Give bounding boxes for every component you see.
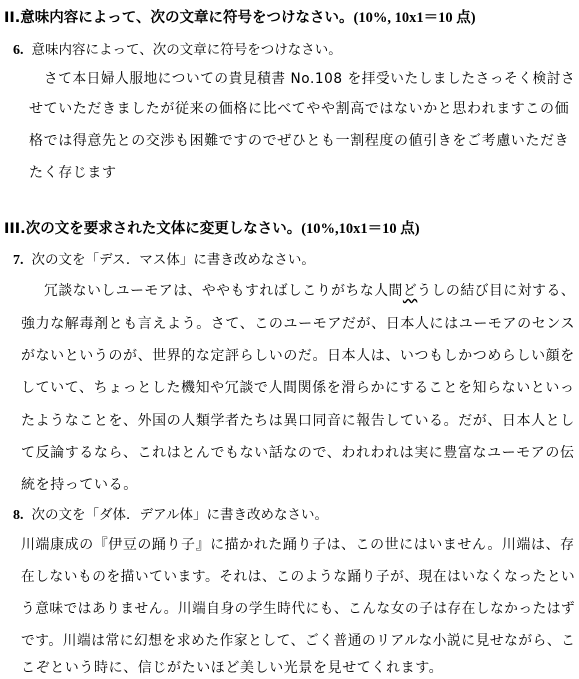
question-7-text-line-3: がないというのが、世界的な定評らしいのだ。日本人は、いつもしかつめらしい顔を bbox=[21, 348, 575, 364]
section-2-title: II.意味内容によって、次の文章に符号をつけなさい。 bbox=[4, 10, 354, 26]
question-7-line-1-end: うしの結び目に対する、 bbox=[417, 283, 576, 299]
question-7-text-line-5: たようなことを、外国の人類学者たちは異口同音に報告している。だが、日本人とし bbox=[21, 413, 575, 429]
question-6-instruction-line bbox=[13, 38, 342, 59]
section-2-heading bbox=[4, 6, 476, 27]
question-8-instruction: 次の文を「ダ体．デアル体」に書き改めなさい。 bbox=[31, 507, 328, 523]
question-8-instruction-line bbox=[13, 503, 328, 524]
question-6-text-line-1: さて本日婦人服地についての貴見積書 No.108 を拝受いたしましたさっそく検討さ bbox=[44, 71, 576, 87]
question-7-text-line-2: 強力な解毒剤とも言えよう。さて、このユーモアだが、日本人にはユーモアのセンス bbox=[21, 316, 576, 332]
question-7-text-line-4: していて、ちょっとした機知や冗談で人間関係を滑らかにすることを知らないといっ bbox=[21, 380, 575, 396]
question-8-text-line-5: こぞという時に、信じがたいほど美しい光景を見せてくれます。 bbox=[21, 660, 444, 676]
question-6-instruction: 意味内容によって、次の文章に符号をつけなさい。 bbox=[31, 42, 342, 58]
section-3-heading bbox=[4, 217, 420, 238]
section-2-score: (10%, 10x1＝10 点) bbox=[353, 10, 476, 26]
question-8-text-line-2: 在しないものを描いています。それは、このような踊り子が、現在はいなくなったとい bbox=[21, 569, 576, 585]
question-8-number: 8. bbox=[13, 508, 24, 523]
question-7-number: 7. bbox=[13, 253, 24, 268]
question-7-text-line-6: て反論するなら、これはとんでもない話なので、われわれは実に豊富なユーモアの伝 bbox=[21, 445, 575, 461]
question-8-text-line-3: う意味ではありません。川端自身の学生時代にも、こんな女の子は存在しなかったはず bbox=[21, 601, 576, 617]
question-6-number: 6. bbox=[13, 43, 24, 58]
question-7-instruction-line bbox=[13, 248, 315, 269]
section-3-title: III.次の文を要求された文体に変更しなさい。 bbox=[4, 221, 302, 237]
question-8-text-line-1: 川端康成の『伊豆の踊り子』に描かれた踊り子は、この世にはいません。川端は、存 bbox=[21, 537, 575, 553]
section-3-score: (10%,10x1＝10 点) bbox=[301, 221, 420, 237]
question-7-instruction: 次の文を「デス．マス体」に書き改めなさい。 bbox=[31, 252, 315, 268]
question-6-text-line-3: 格では得意先との交渉も困難ですのでぜひとも一割程度の値引きをご考慮いただき bbox=[29, 133, 570, 149]
question-7-text-line-7: 統を持っている。 bbox=[21, 477, 138, 493]
question-7-text-line-1 bbox=[44, 280, 575, 300]
question-7-accented-char: ど bbox=[402, 283, 418, 299]
question-6-text-line-2: せていただきましたが従来の価格に比べてやや割高ではないかと思われますこの価 bbox=[29, 101, 570, 117]
question-6-text-line-4: たく存じます bbox=[29, 165, 117, 181]
question-8-text-line-4: です。川端は常に幻想を求めた作家として、ごく普通のリアルな小説に見せながら、こ bbox=[21, 633, 576, 649]
question-7-line-1-start: 冗談ないしユーモアは、ややもすればしこりがちな人間 bbox=[44, 283, 403, 299]
